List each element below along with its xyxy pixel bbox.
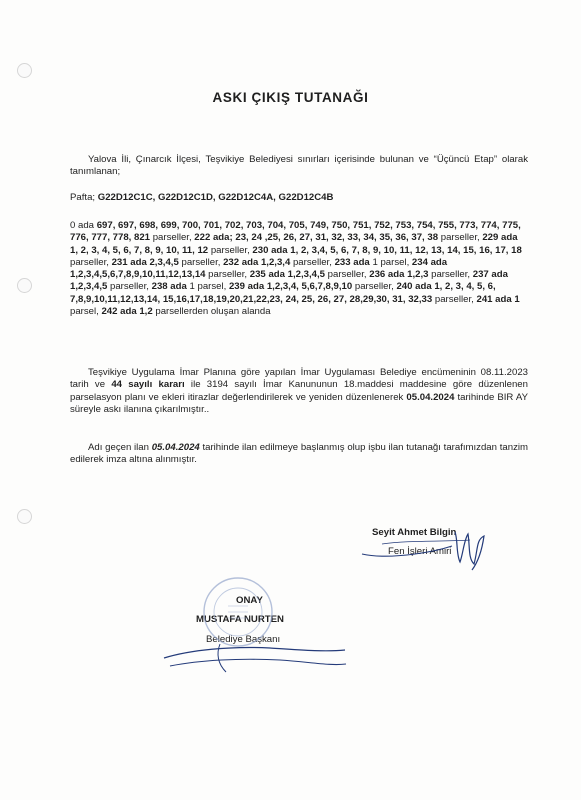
parcels-segments-segment: 242 ada 1,2 — [101, 306, 153, 318]
parcels-segments-segment: 232 ada 1,2,3,4 — [223, 256, 291, 268]
body-segments-segment: Teşvikiye Uygulama İmar Planına göre yapılan İmar Uygulaması Belediye encümeninin 08.11.2023 tarih ve — [70, 367, 528, 391]
body-segments-segment: 44 sayılı kararı — [111, 379, 185, 391]
signer-right-name: MUSTAFA NURTEN — [196, 614, 284, 625]
parcels-segments-segment: 1 parsel, — [369, 256, 412, 268]
parcels-segments-segment: parseller, — [432, 293, 477, 305]
pafta-line — [70, 192, 528, 204]
signer-left-title: Fen İşleri Amiri — [388, 546, 452, 557]
parcels-segments-segment: 241 ada 1 — [476, 293, 520, 305]
document-title: ASKI ÇIKIŞ TUTANAĞI — [212, 90, 369, 105]
parcels-segments-segment: 235 ada 1,2,3,4,5 — [249, 269, 325, 281]
body-paragraph — [70, 367, 528, 416]
parcels-segments-segment: 234 ada 1,2,3,4,5,6,7,8,9,10,11,12,13,14 — [70, 256, 448, 281]
parcels-segments-segment: 233 ada — [334, 256, 370, 268]
parcels-segments-segment: parseller, — [208, 244, 253, 256]
closing-paragraph — [70, 442, 528, 467]
closing-pre: Adı geçen ilan — [88, 442, 152, 453]
parcels-segments-segment: parseller, — [107, 281, 152, 293]
parcels-segments-segment: parseller, — [178, 256, 224, 268]
parcels-segments-segment: parseller, — [205, 269, 250, 281]
parcels-segments-segment: parseller, — [428, 269, 473, 281]
punch-hole — [17, 278, 32, 293]
parcels-segments-segment: parseller, — [324, 269, 370, 281]
parcels-segments-segment: 238 ada — [151, 281, 187, 293]
parcels-segments-segment: 236 ada 1,2,3 — [369, 269, 429, 281]
parcels-segments-segment: 240 ada 1, 2, 3, 4, 5, 6, 7,8,9,10,11,12,13,14, 15,16,17,18,19,20,21,22,23, 24, 25, 26, 27, 28,29,30, 31, 32,33 — [70, 281, 496, 305]
parcels-segments-segment: parseller, — [290, 256, 335, 268]
parcels-segments-segment: 237 ada 1,2,3,4,5 — [70, 269, 508, 293]
punch-hole — [17, 63, 32, 78]
body-segments-segment: ile 3194 sayılı İmar Kanununun 18.maddesi maddesine göre düzenlenen parselasyon planı ve ekleri itirazlar değerlendirilerek ve yeniden düzenlenerek — [70, 379, 528, 403]
parcels-segments-segment: 1 parsel, — [186, 281, 229, 293]
closing-date: 05.04.2024 — [151, 442, 200, 453]
handwritten-signature-left — [360, 510, 490, 580]
parcels-segments-segment: 231 ada 2,3,4,5 — [111, 256, 179, 268]
parcels-segments-segment: 0 ada — [70, 220, 97, 231]
pafta-label: Pafta; — [70, 192, 96, 203]
parcels-segments-segment: 697, 697, 698, 699, 700, 701, 702, 703, 704, 705, 749, 750, 751, 752, 753, 754, 755, 773, 774, 775, 776, 777, 778, 821 — [70, 220, 521, 244]
signer-right-onay: ONAY — [236, 595, 263, 606]
parcels-segments-segment: 222 ada; 23, 24 ,25, 26, 27, 31, 32, 33, 34, 35, 36, 37, 38 — [194, 232, 439, 244]
parcels-segments-segment: 229 ada 1, 2, 3, 4, 5, 6, 7, 8, 9, 10, 11, 12 — [70, 232, 518, 256]
parcels-segments-segment: parsellerden oluşan alanda — [152, 306, 271, 318]
parcels-segments-segment: parseller, — [352, 281, 397, 293]
signer-left-name: Seyit Ahmet Bilgin — [372, 527, 457, 538]
parcels-segments-segment: 239 ada 1,2,3,4, 5,6,7,8,9,10 — [228, 281, 353, 293]
parcels-segments-segment: parseller, — [438, 232, 483, 244]
parcels-paragraph — [70, 220, 528, 318]
pafta-values: G22D12C1C, G22D12C1D, G22D12C4A, G22D12C4B — [97, 192, 334, 203]
body-segments-segment: 05.04.2024 — [406, 391, 455, 403]
parcels-segments-segment: parsel, — [70, 306, 102, 318]
intro-paragraph: Yalova İli, Çınarcık İlçesi, Teşvikiye Belediyesi sınırları içerisinde bulunan ve “Üçüncü Etap” olarak tanımlanan; — [70, 154, 528, 178]
punch-hole — [17, 509, 32, 524]
signer-right-title: Belediye Başkanı — [206, 634, 281, 645]
handwritten-signature-right — [160, 640, 350, 680]
parcels-segments-segment: parseller, — [150, 232, 195, 244]
parcels-segments-segment: 230 ada 1, 2, 3,4, 5, 6, 7, 8, 9, 10, 11, 12, 13, 14, 15, 16, 17, 18 — [252, 244, 522, 256]
parcels-segments-segment: parseller, — [70, 256, 112, 268]
body-segments-segment: tarihinde BIR AY süreyle askı ilanına çıkarılmıştır.. — [70, 391, 528, 415]
closing-post: tarihinde ilan edilmeye başlanmış olup işbu ilan tutanağı tarafımızdan tanzim edilerek imza altına alınmıştır. — [70, 442, 528, 466]
